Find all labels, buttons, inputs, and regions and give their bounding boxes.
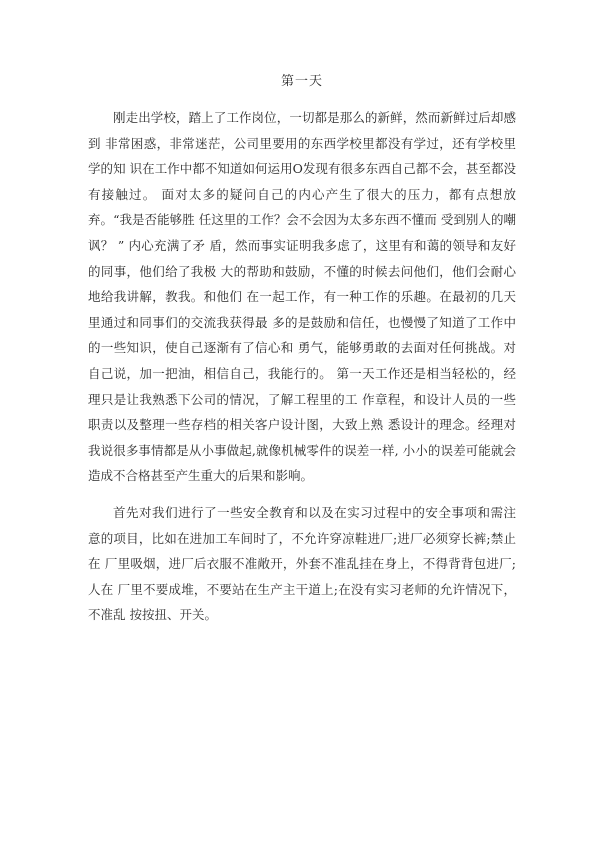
page-title: 第一天 — [280, 74, 323, 89]
document-page — [88, 0, 516, 628]
paragraph-safety-education: 首先对我们进行了一些安全教育和以及在实习过程中的安全事项和需注 意的项目，比如在进加工车间时了，不允许穿凉鞋进厂;进厂必须穿长裤;禁止在 厂里吸烟，进厂后衣服不准敞开，外套不准乱挂在身上，不得背背包进厂;人在 厂里不要成堆，不要站在生产主干道上;在没有实习老师的允许情况下，不准乱 按按扭、开关。 — [88, 504, 516, 623]
paragraph-first-day: 刚走出学校，踏上了工作岗位，一切都是那么的新鲜，然而新鲜过后却感到 非常困惑，非常迷茫，公司里要用的东西学校里都没有学过，还有学校里学的知 识在工作中都不知道如何运用O发现有很多东西自己都不会，甚至都没有接触过。 面对太多的疑问自己的内心产生了很大的压力，都有点想放弃。“我是否能够胜 任这里的工作？会不会因为太多东西不懂而 受到别人的嘲讽？ ” 内心充满了矛 盾，然而事实证明我多虑了，这里有和蔼的领导和友好的同事，他们给了我极 大的帮助和鼓励，不懂的时候去问他们，他们会耐心地给我讲解，教我。和他们 在一起工作，有一种工作的乐趣。在最初的几天里通过和同事们的交流我获得最 多的是鼓励和信任，也慢慢了知道了工作中的一些知识，使自己逐渐有了信心和 勇气，能够勇敢的去面对任何挑战。对自己说，加一把油，相信自己，我能行的。 第一天工作还是相当轻松的，经理只是让我熟悉下公司的情况，了解工程里的工 作章程，和设计人员的一些职责以及整理一些存档的相关客户设计图，大致上熟 悉设计的理念。经理对我说很多事情都是从小事做起,就像机械零件的误差一样, 小小的误差可能就会造成不合格甚至产生重大的后果和影响。 — [88, 110, 516, 484]
